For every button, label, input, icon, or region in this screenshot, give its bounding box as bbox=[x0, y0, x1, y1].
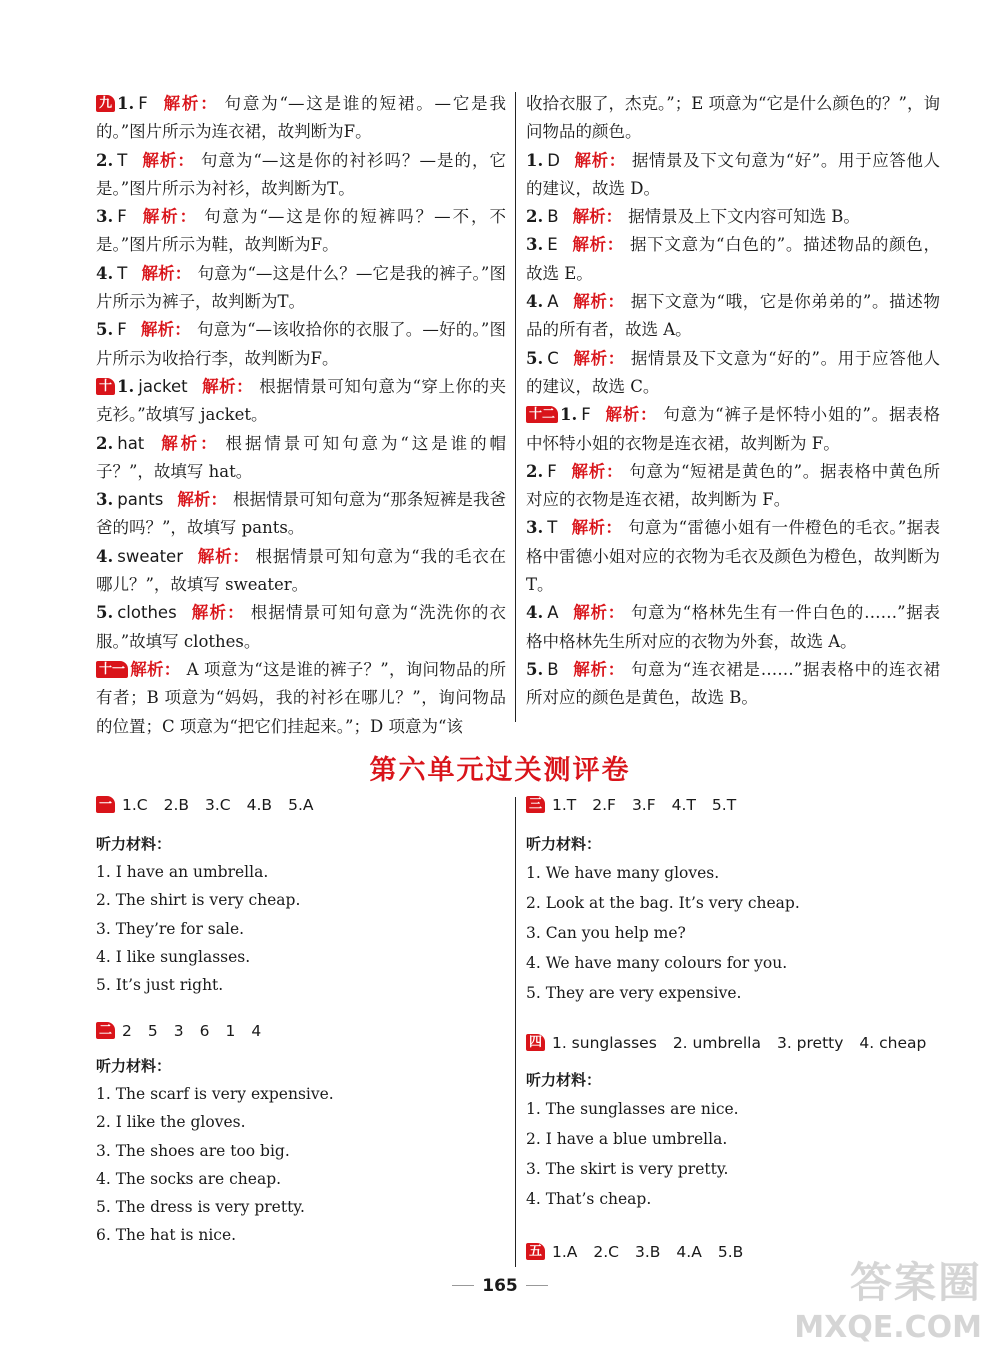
section-badge: 九 bbox=[96, 95, 115, 112]
question-number: 3. bbox=[96, 490, 114, 510]
part-4-answers: 四 1. sunglasses 2. umbrella 3. pretty 4. cheap bbox=[526, 1034, 946, 1052]
listening-line: 5. It’s just right. bbox=[96, 976, 224, 995]
question-number: 3. bbox=[526, 518, 544, 538]
listening-line: 2. Look at the bag. It’s very cheap. bbox=[526, 894, 800, 912]
question-number: 1. bbox=[117, 376, 135, 396]
section-badge: 十 bbox=[96, 378, 115, 395]
column-divider-top bbox=[515, 92, 516, 722]
listening-line: 1. We have many gloves. bbox=[526, 864, 720, 882]
section-badge: 十一 bbox=[96, 661, 128, 678]
listening-label: 听力材料： bbox=[96, 1057, 172, 1075]
analysis-text: 句意为“—这是你的衬衫吗？—是的，它是。”图片所示为衬衫，故判断为T。 bbox=[96, 150, 506, 198]
listening-line: 3. They’re for sale. bbox=[96, 919, 245, 938]
analysis-text: 句意为“—这是你的短裤吗？—不，不是。”图片所示为鞋，故判断为F。 bbox=[96, 207, 506, 255]
answer: B bbox=[547, 659, 559, 679]
analysis-label: 解析： bbox=[572, 292, 625, 312]
analysis-label: 解析： bbox=[604, 405, 658, 425]
analysis-label: 解析： bbox=[141, 150, 195, 170]
answer-entry bbox=[96, 90, 506, 147]
answer-entry bbox=[526, 599, 940, 656]
section-badge: 一 bbox=[96, 796, 115, 813]
answer-entry bbox=[96, 373, 506, 430]
analysis-label: 解析： bbox=[158, 433, 220, 453]
answer: T bbox=[117, 263, 128, 283]
listening-line: 1. The sunglasses are nice. bbox=[526, 1100, 739, 1118]
analysis-text: 根据情景可知句意为“那条短裤是我爸爸的吗？”，故填写 pants。 bbox=[96, 490, 507, 538]
part-1-answers: 一 1.C 2.B 3.C 4.B 5.A bbox=[96, 796, 496, 814]
analysis-text: 根据情景可知句意为“这是谁的帽子？”，故填写 hat。 bbox=[96, 433, 507, 481]
listening-line: 2. I like the gloves. bbox=[96, 1113, 246, 1132]
answer: jacket bbox=[138, 376, 188, 396]
listening-line: 5. The dress is very pretty. bbox=[96, 1198, 305, 1217]
analysis-label: 解析： bbox=[573, 150, 626, 170]
answer-column-top-right bbox=[526, 90, 940, 713]
analysis-label: 解析： bbox=[177, 490, 227, 510]
listening-line: 4. I like sunglasses. bbox=[96, 947, 251, 966]
listening-line: 2. I have a blue umbrella. bbox=[526, 1130, 728, 1148]
answer-entry bbox=[96, 430, 506, 487]
listening-label: 听力材料： bbox=[526, 1071, 602, 1089]
section-badge: 十二 bbox=[526, 406, 558, 423]
part-4 bbox=[526, 1034, 946, 1214]
answer-entry bbox=[96, 260, 506, 317]
analysis-text: 句意为“—该收拾你的衣服了。—好的。”图片所示为收拾行李，故判断为F。 bbox=[96, 320, 507, 368]
listening-line: 2. The shirt is very cheap. bbox=[96, 891, 301, 910]
analysis-text: 据下文意为“哦，它是你弟弟的”。描述物品的所有者，故选 A。 bbox=[526, 292, 940, 340]
answer: A bbox=[547, 292, 559, 312]
question-number: 5. bbox=[526, 348, 544, 368]
answer-entry bbox=[526, 203, 940, 231]
question-number: 3. bbox=[96, 207, 114, 227]
analysis-label: 解析： bbox=[571, 518, 623, 538]
section-badge: 三 bbox=[526, 796, 545, 813]
answer-entry bbox=[96, 656, 506, 741]
analysis-text: 句意为“雷德小姐有一件橙色的毛衣。”据表格中雷德小姐对应的衣物为毛衣及颜色为橙色，故判断为 T。 bbox=[526, 518, 940, 595]
analysis-text: 句意为“短裙是黄色的”。据表格中黄色所对应的衣物是连衣裙，故判断为 F。 bbox=[526, 461, 940, 510]
answer: F bbox=[581, 405, 591, 425]
analysis-text: 根据情景可知句意为“我的毛衣在哪儿？”，故填写 sweater。 bbox=[96, 546, 506, 595]
answer-entry bbox=[526, 345, 940, 402]
listening-line: 4. We have many colours for you. bbox=[526, 954, 788, 972]
question-number: 5. bbox=[526, 659, 544, 679]
question-number: 5. bbox=[96, 320, 114, 340]
answer-entry bbox=[526, 656, 940, 713]
answer: pants bbox=[117, 490, 164, 510]
listening-line: 6. The hat is nice. bbox=[96, 1226, 237, 1245]
analysis-label: 解析： bbox=[572, 603, 625, 623]
analysis-label: 解析： bbox=[161, 94, 219, 113]
listening-line: 3. Can you help me? bbox=[526, 924, 686, 942]
analysis-label: 解析： bbox=[190, 603, 245, 623]
listening-line: 3. The skirt is very pretty. bbox=[526, 1160, 729, 1178]
answer: hat bbox=[117, 433, 145, 453]
answer-entry bbox=[96, 599, 506, 656]
analysis-text: 据情景及上下文内容可知选 B。 bbox=[628, 207, 860, 227]
answer: D bbox=[547, 150, 560, 170]
analysis-label: 解析： bbox=[140, 320, 191, 340]
listening-line: 1. The scarf is very expensive. bbox=[96, 1085, 334, 1103]
answer: F bbox=[117, 207, 127, 227]
answer: F bbox=[138, 94, 148, 113]
answer: B bbox=[547, 207, 559, 227]
answer: E bbox=[547, 235, 558, 255]
answer-column-top-left bbox=[96, 90, 506, 741]
answer: C bbox=[547, 348, 559, 368]
section-title: 第六单元过关测评卷 bbox=[369, 755, 631, 786]
part-1 bbox=[96, 796, 496, 999]
question-number: 4. bbox=[96, 546, 114, 566]
question-number: 5. bbox=[96, 603, 114, 623]
section-badge: 五 bbox=[526, 1243, 545, 1260]
question-number: 4. bbox=[526, 292, 544, 312]
answer-entry bbox=[96, 203, 506, 260]
analysis-label: 解析： bbox=[570, 461, 624, 481]
part-3-answers: 三 1.T 2.F 3.F 4.T 5.T bbox=[526, 796, 946, 814]
part-5-answers: 五 1.A 2.C 3.B 4.A 5.B bbox=[526, 1243, 946, 1261]
answer-entry bbox=[96, 543, 506, 600]
part-3 bbox=[526, 796, 946, 1008]
question-number: 1. bbox=[526, 150, 544, 170]
analysis-text: 据情景及下文句意为“好”。用于应答他人的建议，故选 D。 bbox=[526, 150, 941, 198]
analysis-label: 解析： bbox=[197, 546, 250, 566]
question-number: 2. bbox=[526, 207, 544, 227]
analysis-text: A 项意为“这是谁的裤子？”，询问物品的所有者；B 项意为“妈妈，我的衬衫在哪儿？”，询问物品的位置；C 项意为“把它们挂起来。”；D 项意为“该 bbox=[96, 659, 507, 736]
answer-entry bbox=[96, 486, 506, 543]
analysis-text: 收拾衣服了，杰克。”；E 项意为“它是什么颜色的？”，询问物品的颜色。 bbox=[526, 94, 940, 142]
listening-line: 3. The shoes are too big. bbox=[96, 1141, 290, 1160]
answer-entry bbox=[526, 231, 940, 288]
analysis-text: 句意为“格林先生有一件白色的……”据表格中格林先生所对应的衣物为外套，故选 A。 bbox=[526, 603, 940, 651]
listening-line: 1. I have an umbrella. bbox=[96, 863, 269, 881]
listening-label: 听力材料： bbox=[526, 835, 602, 853]
question-number: 1. bbox=[560, 405, 578, 425]
answer: A bbox=[547, 603, 559, 623]
answer-entry bbox=[526, 514, 940, 599]
analysis-label: 解析： bbox=[201, 376, 254, 396]
answer: F bbox=[547, 461, 557, 481]
question-number: 2. bbox=[96, 150, 114, 170]
question-number: 4. bbox=[96, 263, 114, 283]
question-number: 2. bbox=[526, 461, 544, 481]
question-number: 3. bbox=[526, 235, 544, 255]
listening-line: 5. They are very expensive. bbox=[526, 984, 742, 1002]
column-divider-bottom bbox=[515, 797, 516, 1267]
analysis-text: 根据情景可知句意为“穿上你的夹克衫。”故填写 jacket。 bbox=[96, 376, 507, 425]
answer: T bbox=[547, 518, 558, 538]
listening-line: 4. The socks are cheap. bbox=[96, 1169, 282, 1188]
analysis-text: 据下文意为“白色的”。描述物品的颜色，故选 E。 bbox=[526, 235, 940, 283]
question-number: 4. bbox=[526, 603, 544, 623]
analysis-label: 解析： bbox=[130, 659, 181, 679]
watermark-logo: 答案圈 MXQE.COM bbox=[794, 1258, 982, 1345]
answer-entry bbox=[526, 147, 940, 204]
analysis-label: 解析： bbox=[572, 207, 623, 227]
analysis-label: 解析： bbox=[140, 207, 199, 227]
analysis-text: 根据情景可知句意为“洗洗你的衣服。”故填写 clothes。 bbox=[96, 603, 506, 651]
question-number: 2. bbox=[96, 433, 114, 453]
question-number: 1. bbox=[117, 94, 135, 113]
listening-line: 4. That’s cheap. bbox=[526, 1190, 652, 1208]
part-2 bbox=[96, 1022, 496, 1250]
answer: clothes bbox=[117, 603, 177, 623]
analysis-text: 句意为“连衣裙是……”据表格中的连衣裙所对应的颜色是黄色，故选 B。 bbox=[526, 659, 941, 708]
analysis-label: 解析： bbox=[572, 659, 625, 679]
part-2-answers: 二 2 5 3 6 1 4 bbox=[96, 1022, 496, 1040]
page-number: 165 bbox=[0, 1276, 1000, 1296]
answer-entry bbox=[526, 401, 940, 458]
answer-entry bbox=[526, 288, 940, 345]
answer: F bbox=[117, 320, 127, 340]
analysis-label: 解析： bbox=[572, 348, 625, 368]
analysis-text: 句意为“—这是谁的短裙。—它是我的。”图片所示为连衣裙，故判断为F。 bbox=[96, 94, 507, 142]
answer-entry bbox=[526, 90, 940, 147]
section-badge: 二 bbox=[96, 1022, 115, 1039]
section-badge: 四 bbox=[526, 1034, 545, 1051]
listening-label: 听力材料： bbox=[96, 835, 172, 853]
answer: sweater bbox=[117, 546, 183, 566]
answer: T bbox=[117, 150, 128, 170]
analysis-label: 解析： bbox=[141, 263, 192, 283]
analysis-text: 句意为“裤子是怀特小姐的”。据表格中怀特小姐的衣物是连衣裙，故判断为 F。 bbox=[526, 405, 940, 453]
analysis-text: 句意为“—这是什么？—它是我的裤子。”图片所示为裤子，故判断为T。 bbox=[96, 263, 507, 312]
analysis-text: 据情景及下文意为“好的”。用于应答他人的建议，故选 C。 bbox=[526, 348, 941, 396]
answer-entry bbox=[96, 147, 506, 204]
answer-entry bbox=[526, 458, 940, 515]
answer-entry bbox=[96, 316, 506, 373]
analysis-label: 解析： bbox=[571, 235, 624, 255]
